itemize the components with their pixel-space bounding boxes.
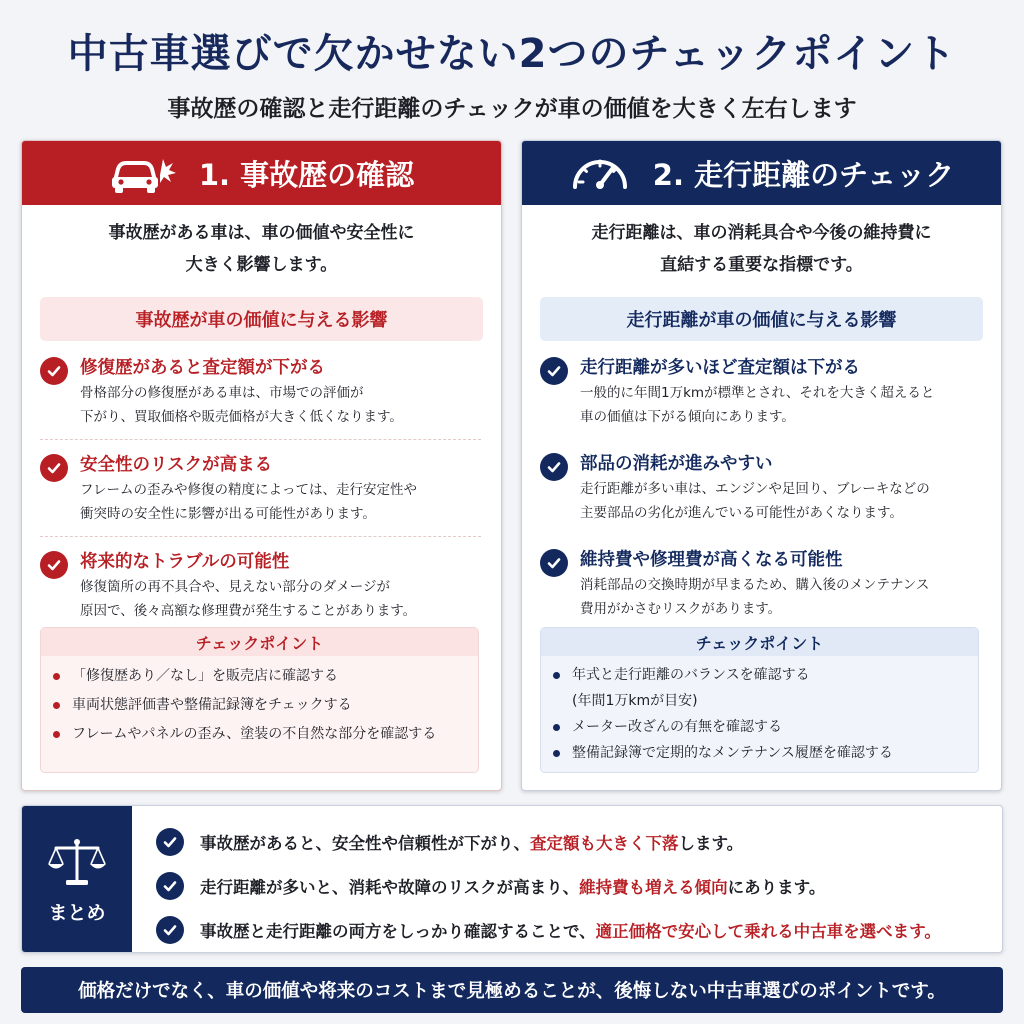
item-desc: 消耗部品の交換時期が早まるため、購入後のメンテナンス: [580, 577, 930, 593]
impact-heading: 走行距離が車の価値に与える影響: [540, 297, 983, 341]
check-icon: [156, 828, 184, 856]
panel-intro: 走行距離は、車の消耗具合や今後の維持費に 直結する重要な指標です。: [591, 223, 932, 275]
check-icon: [40, 454, 68, 482]
checkpoint-title: チェックポイント: [41, 628, 478, 656]
summary-list: [156, 820, 992, 952]
bullet-icon: [53, 673, 60, 680]
list-item: [40, 355, 481, 440]
check-icon: [156, 916, 184, 944]
panel-heading: 2. 走行距離のチェック: [652, 157, 955, 192]
summary-row: 事故歴があると、安全性や信頼性が下がり、 査定額も大きく下落 します。: [156, 820, 992, 864]
summary-highlight: 査定額も大きく下落: [530, 834, 679, 853]
panel-header: [522, 141, 1001, 205]
item-desc: 原因で、後々高額な修理費が発生することがあります。: [80, 603, 417, 619]
list-item: [40, 452, 481, 537]
summary-row: 走行距離が多いと、消耗や故障のリスクが高まり、 維持費も増える傾向 にあります。: [156, 864, 992, 908]
item-desc: 修復箇所の再不具合や、見えない部分のダメージが: [80, 579, 390, 595]
checkpoint-item: 「修復歴あり／なし」を販売店に確認する: [53, 662, 468, 691]
panel-header: [22, 141, 501, 205]
item-desc: フレームの歪みや修復の精度によっては、走行安定性や: [80, 482, 417, 498]
bullet-icon: [553, 672, 560, 679]
list-item: [40, 549, 481, 633]
checkpoint-title: チェックポイント: [541, 628, 978, 656]
car-crash-icon: [109, 151, 177, 195]
summary-highlight: 適正価格で安心して乗れる中古車を選べます。: [595, 922, 941, 941]
accident-history-panel: [21, 140, 502, 791]
check-icon: [40, 551, 68, 579]
item-desc: 下がり、買取価格や販売価格が大きく低くなります。: [80, 409, 403, 425]
bullet-icon: [553, 724, 560, 731]
item-desc: 主要部品の劣化が進んでいる可能性があくなります。: [580, 505, 903, 521]
panel-intro: 事故歴がある車は、車の価値や安全性に 大きく影響します。: [108, 223, 415, 275]
bullet-icon: [553, 750, 560, 757]
checkpoint-box: [540, 627, 979, 773]
item-desc: 一般的に年間1万kmが標準とされ、それを大きく超えると: [580, 385, 935, 401]
item-desc: 走行距離が多い車は、エンジンや足回り、ブレーキなどの: [580, 481, 930, 497]
checkpoint-box: [40, 627, 479, 773]
panel-heading: 1. 事故歴の確認: [198, 157, 415, 192]
item-title: 走行距離が多いほど査定額は下がる: [580, 358, 860, 378]
checkpoint-item: 年式と走行距離のバランスを確認する (年間1万kmが目安): [553, 662, 968, 714]
checkpoint-item: フレームやパネルの歪み、塗装の不自然な部分を確認する: [53, 720, 468, 749]
mileage-panel: [521, 140, 1002, 791]
check-icon: [540, 549, 568, 577]
checkpoint-item: メーター改ざんの有無を確認する: [553, 714, 968, 740]
impact-heading: 事故歴が車の価値に与える影響: [40, 297, 483, 341]
summary-badge: [22, 806, 132, 953]
list-item: [540, 451, 981, 535]
summary-highlight: 維持費も増える傾向: [579, 878, 728, 897]
bullet-icon: [53, 702, 60, 709]
page-title: 中古車選びで欠かせない2つのチェックポイント: [67, 31, 957, 77]
scales-icon: [46, 836, 108, 888]
impact-list: [40, 355, 481, 633]
bullet-icon: [53, 731, 60, 738]
page-subtitle: 事故歴の確認と走行距離のチェックが車の価値を大きく左右します: [167, 96, 857, 122]
item-desc: 費用がかさむリスクがあります。: [580, 601, 782, 617]
footer-banner: 価格だけでなく、車の価値や将来のコストまで見極めることが、後悔しない中古車選びのポイントです。: [21, 967, 1003, 1013]
list-item: [540, 355, 981, 439]
check-icon: [40, 357, 68, 385]
checkpoint-item: 整備記録簿で定期的なメンテナンス履歴を確認する: [553, 740, 968, 766]
speedometer-icon: [569, 151, 631, 195]
checkpoint-list: [541, 656, 978, 766]
summary-label: まとめ: [48, 901, 106, 924]
list-item: [540, 547, 981, 631]
check-icon: [540, 357, 568, 385]
item-desc: 骨格部分の修復歴がある車は、市場での評価が: [80, 385, 364, 401]
item-desc: 衝突時の安全性に影響が出る可能性があります。: [80, 506, 376, 522]
summary-box: [21, 805, 1003, 953]
summary-row: 事故歴と走行距離の両方をしっかり確認することで、 適正価格で安心して乗れる中古車を選べます。: [156, 908, 992, 952]
item-title: 維持費や修理費が高くなる可能性: [580, 550, 843, 570]
check-icon: [156, 872, 184, 900]
impact-list: [540, 355, 981, 631]
item-title: 安全性のリスクが高まる: [80, 455, 273, 475]
item-title: 修復歴があると査定額が下がる: [80, 358, 325, 378]
checkpoint-item: 車両状態評価書や整備記録簿をチェックする: [53, 691, 468, 720]
item-title: 部品の消耗が進みやすい: [580, 454, 773, 474]
item-title: 将来的なトラブルの可能性: [80, 552, 290, 572]
check-icon: [540, 453, 568, 481]
checkpoint-list: [41, 656, 478, 749]
item-desc: 車の価値は下がる傾向にあります。: [580, 409, 795, 425]
